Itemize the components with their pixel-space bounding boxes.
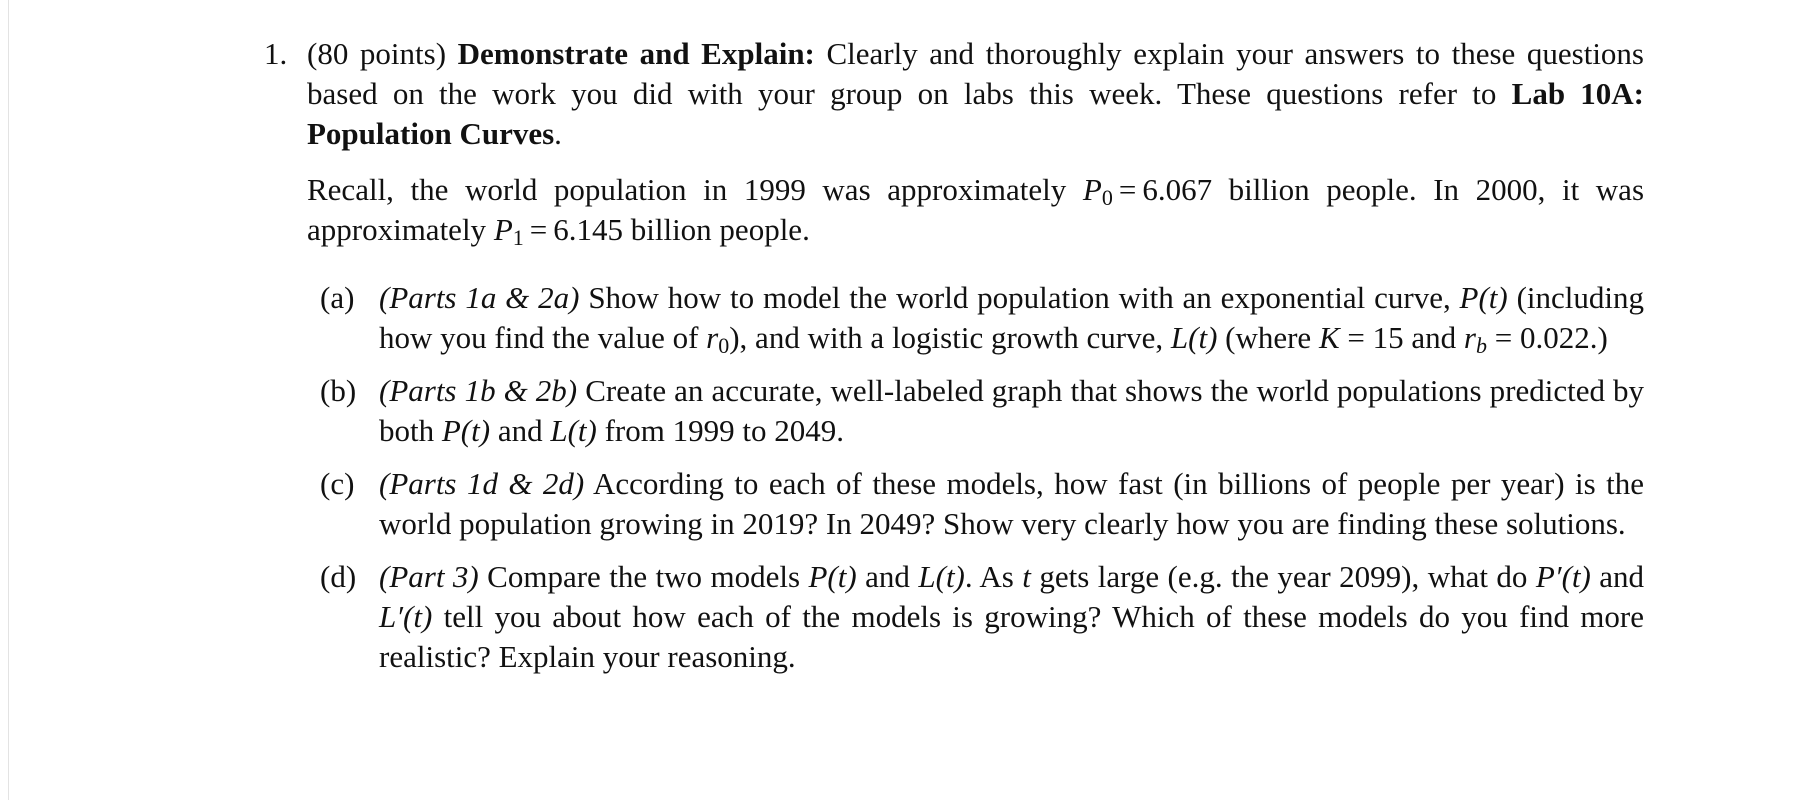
problem-heading: Demonstrate and Explain:	[457, 36, 815, 71]
problem-1	[264, 34, 1644, 677]
document-body	[264, 34, 1644, 690]
problem-intro: (80 points) Demonstrate and Explain: Clearly and thoroughly explain your answers to these questions based on the work you did with your group on labs this week. These questions refer to Lab 10A: Population Curves.	[307, 36, 1645, 151]
recall-paragraph: Recall, the world population in 1999 was approximately $P_0 = 6.067$ billion people. In 2000, it was approximately $P_1 = 6.145$ billion people.	[307, 172, 1645, 250]
question-parts	[307, 278, 1644, 677]
part-b-label: (b)	[320, 373, 357, 408]
part-a: (a) (Parts 1a & 2a) Show how to model the world population with an exponential curve, P(t) (including how you find the value of $r_0$), and with a logistic growth curve, L(t) (where K = 15 and $r_b = 0.022$.)	[320, 280, 1645, 358]
part-a-ref: (Parts 1a & 2a)	[379, 280, 580, 315]
part-d-label: (d)	[320, 559, 357, 594]
part-a-label: (a)	[320, 280, 355, 315]
points-label: (80 points)	[307, 36, 447, 71]
part-c-ref: (Parts 1d & 2d)	[379, 466, 585, 501]
p1-symbol: $P_1$	[493, 212, 524, 250]
problem-number: 1.	[264, 36, 288, 71]
part-c-label: (c)	[320, 466, 355, 501]
p0-symbol: $P_0$	[1082, 172, 1113, 210]
part-b: (b) (Parts 1b & 2b) Create an accurate, well-labeled graph that shows the world populations predicted by both P(t) and L(t) from 1999 to 2049.	[320, 373, 1645, 448]
part-b-ref: (Parts 1b & 2b)	[379, 373, 578, 408]
part-d-ref: (Part 3)	[379, 559, 479, 594]
part-d: (d) (Part 3) Compare the two models P(t) and L(t). As t gets large (e.g. the year 2099), what do P′(t) and L′(t) tell you about how each of the models is growing? Which of these models do you find more realistic? Explain your reasoning.	[320, 559, 1645, 674]
lab-title: Lab 10A: Population Curves	[307, 76, 1645, 151]
intro-text: Clearly and thoroughly explain your answers to these questions based on the work you did with your group on labs this week. These questions refer to	[307, 36, 1644, 111]
page-left-border	[8, 0, 9, 800]
part-c: (c) (Parts 1d & 2d) According to each of these models, how fast (in billions of people per year) is the world population growing in 2019? In 2049? Show very clearly how you are finding these solutions.	[320, 466, 1644, 541]
